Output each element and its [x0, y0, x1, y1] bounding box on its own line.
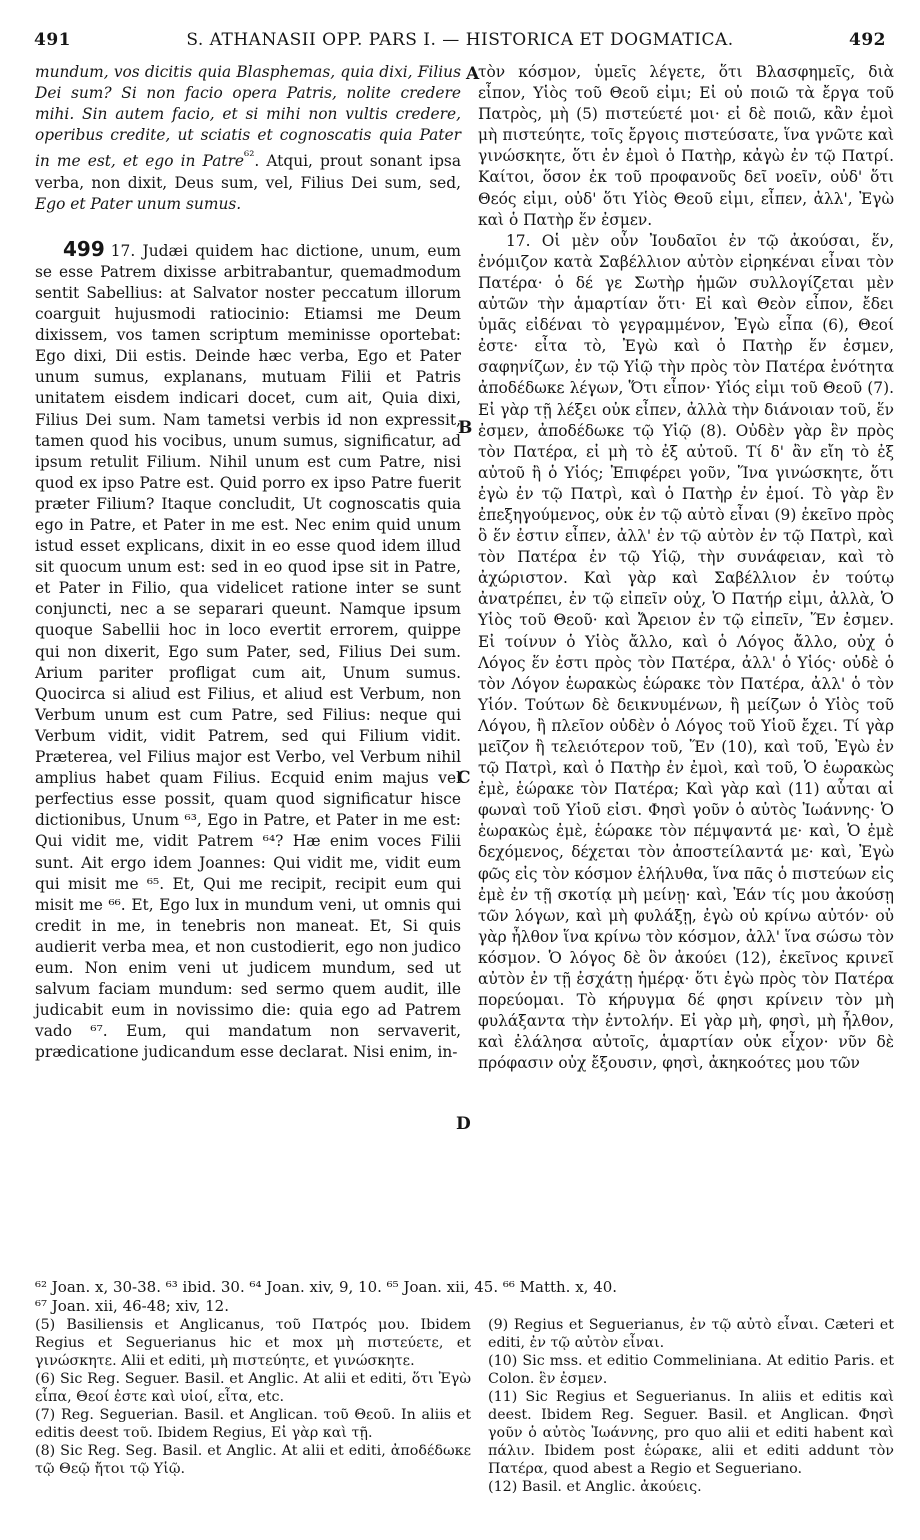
variant-note: (10) Sic mss. et editio Commeliniana. At editio Paris. et Colon. ἓν ἐσμεν.	[488, 1353, 894, 1387]
margin-letter-b: B	[458, 418, 473, 438]
latin-quote-end: Ego et Pater unum sumus.	[35, 194, 242, 213]
variant-note: (5) Basiliensis et Anglicanus, τοῦ Πατρός μου. Ibidem Regius et Seguerianus hic et mox μὴ πιστεύετε, et γινώσκητε. Alii et editi, μὴ πιστεύητε, et γινώσκητε.	[35, 1317, 471, 1369]
latin-paragraph-1	[35, 62, 461, 215]
scripture-refs-line-2: ⁶⁷ Joan. xii, 46-48; xiv, 12.	[35, 1297, 229, 1315]
paragraph-gap	[35, 215, 461, 239]
page-header	[30, 30, 890, 56]
margin-letter-c: C	[457, 768, 471, 788]
latin-body: 17. Judæi quidem hac dictione, unum, eum se esse Patrem dixisse arbitrabantur, quemadmodum sentit Sabellius: at Salvator noster peccatum illorum coarguit hujusmodi ratiocinio: Etiamsi me Deum dixissem, vos tamen scriptum meminisse oportebat: Ego dixi, Dii estis. Deinde hæc verba, Ego et Pater unum sumus, explanans, mutuam Filii et Patris unitatem eisdem indicari docet, cum ait, Quia dixi, Filius Dei sum. Nam tametsi verbis id non expressit, tamen quod his vocibus, unum sumus, significatur, ad ipsum retulit Filium. Nihil unum est cum Patre, nisi quod ex ipso Patre est. Quid porro ex ipso Patre fuerit præter Filium? Itaque concludit, Ut cognoscatis quia ego in Patre, et Pater in me est. Nec enim quid unum istud esset explicans, dixit in eo esse quod idem illud sit quocum unum est: sed in eo quod ipse sit in Patre, et Pater in Filio, qua videlicet ratione inter se sunt conjuncti, nec a se separari queunt. Namque ipsum quoque Sabellii hoc in loco evertit errorem, quippe qui non dixerit, Ego sum Pater, sed, Filius Dei sum. Arium pariter profligat cum ait, Unum sumus. Quocirca si aliud est Filius, et aliud est Verbum, non Verbum unum est cum Patre, sed Filius: neque qui Verbum vidit, vidit Patrem, sed qui Filium vidit. Præterea, vel Filius major est Verbo, vel Verbum nihil amplius habet quam Filius. Ecquid enim majus vel perfectius esse possit, quam quod significatur hisce dictionibus, Unum ⁶³, Ego in Patre, et Pater in me est: Qui vidit me, vidit Patrem ⁶⁴? Hæ enim voces Filii sunt. Ait ergo idem Joannes: Qui vidit me, vidit eum qui misit me ⁶⁵. Et, Qui me recipit, recipit eum qui misit me ⁶⁶. Et, Ego lux in mundum veni, ut omnis qui credit in me, in tenebris non maneat. Et, Si quis audierit verba mea, et non custodierit, ego non judico eum. Non enim veni ut judicem mundum, sed ut salvum faciam mundum: sed sermo quem audit, ille judicabit eum in novissimo die: quia ego ad Patrem vado ⁶⁷. Eum, qui mandatum non servaverit, prædicatione judicandum esse declarat. Nisi enim, in-	[35, 241, 461, 1062]
running-title: S. ATHANASII OPP. PARS I. — HISTORICA ET DOGMATICA.	[186, 30, 734, 50]
latin-text: . Atqui, prout sonant ipsa verba, non dixit, Deus sum, vel, Filius Dei sum, sed,	[35, 152, 461, 192]
latin-column	[35, 62, 461, 1063]
page-number-right: 492	[849, 30, 886, 50]
greek-column	[478, 62, 894, 1075]
footnote-ref: ⁶²	[244, 149, 255, 165]
variant-note: (11) Sic Regius et Seguerianus. In aliis et editis καὶ deest. Ibidem Reg. Seguer. Basil. et Anglican. Φησὶ γοῦν ὁ αὐτὸς Ἰωάννης, pro quo alii et editi habent καὶ πάλιν. Ibidem post ἑώρακε, alii et editi addunt τὸν Πατέρα, quod abest a Regio et Segueriano.	[488, 1389, 894, 1477]
page-number-left: 491	[34, 30, 71, 50]
section-number: 499	[63, 236, 105, 261]
greek-paragraph-1: τὸν κόσμον, ὑμεῖς λέγετε, ὅτι Βλασφημεῖς, διὰ εἶπον, Υἱὸς τοῦ Θεοῦ εἰμι; Εἰ οὐ ποιῶ τὰ ἔργα τοῦ Πατρὸς, μὴ (5) πιστεύετέ μοι· εἰ δὲ ποιῶ, κἂν ἐμοὶ μὴ πιστεύητε, τοῖς ἔργοις πιστεύσατε, ἵνα γνῶτε καὶ γινώσκητε, ὅτι ἐν ἐμοὶ ὁ Πατὴρ, κἀγὼ ἐν τῷ Πατρί. Καίτοι, ὅσον ἐκ τοῦ προφανοῦς δεῖ νοεῖν, οὐδ' ὅτι Θεός εἰμι, οὐδ' ὅτι Υἱὸς Θεοῦ εἰμι, εἶπεν, ἀλλ', Ἐγὼ καὶ ὁ Πατὴρ ἕν ἐσμεν.	[478, 63, 894, 229]
margin-letter-a: A	[466, 64, 480, 84]
variant-notes-right	[488, 1316, 894, 1496]
scripture-refs-line-1: ⁶² Joan. x, 30-38. ⁶³ ibid. 30. ⁶⁴ Joan. xiv, 9, 10. ⁶⁵ Joan. xii, 45. ⁶⁶ Matth. x, 40.	[35, 1278, 618, 1296]
latin-paragraph-17	[35, 236, 461, 1064]
variant-note: (12) Basil. et Anglic. ἀκούεις.	[488, 1479, 702, 1495]
variant-note: (7) Reg. Seguerian. Basil. et Anglican. τοῦ Θεοῦ. In aliis et editis deest τοῦ. Ibidem Regius, Εἰ γὰρ καὶ τῇ.	[35, 1407, 471, 1441]
variant-notes-left	[35, 1316, 471, 1478]
scripture-references	[35, 1278, 895, 1316]
variant-note: (9) Regius et Seguerianus, ἐν τῷ αὐτὸ εἶναι. Cæteri et editi, ἐν τῷ αὐτὸν εἶναι.	[488, 1317, 894, 1351]
latin-quote: mundum, vos dicitis quia Blasphemas, quia dixi, Filius Dei sum? Si non facio opera Patris, nolite credere mihi. Sin autem facio, et si mihi non vultis credere, operibus credite, ut sciatis et cognoscatis quia Pater in me est, et ego in Patre	[35, 63, 461, 171]
margin-letter-d: D	[456, 1114, 471, 1134]
greek-paragraph-17: 17. Οἱ μὲν οὖν Ἰουδαῖοι ἐν τῷ ἀκούσαι, ἕν, ἐνόμιζον κατὰ Σαβέλλιον αὐτὸν εἰρηκέναι εἶναι τὸν Πατέρα· ὁ δέ γε Σωτὴρ ἡμῶν συλλογίζεται μὲν αὐτῶν τὴν ἁμαρτίαν ὅτι· Εἰ καὶ Θεὸν εἶπον, ἔδει ὑμᾶς εἰδέναι τὸ γεγραμμένον, Ἐγὼ εἶπα (6), Θεοί ἐστε· εἶτα τὸ, Ἐγὼ καὶ ὁ Πατὴρ ἕν ἐσμεν, σαφηνίζων, ἐν τῷ Υἱῷ τὴν πρὸς τὸν Πατέρα ἑνότητα ἀποδέδωκε λέγων, Ὅτι εἶπον· Υἱός εἰμι τοῦ Θεοῦ (7). Εἰ γὰρ τῇ λέξει οὐκ εἶπεν, ἀλλὰ τὴν διάνοιαν τοῦ, ἕν ἐσμεν, ἀποδέδωκε τῷ Υἱῷ (8). Οὐδὲν γὰρ ἓν πρὸς τὸν Πατέρα, εἰ μὴ τὸ ἐξ αὐτοῦ. Τί δ' ἂν εἴη τὸ ἐξ αὐτοῦ ἢ ὁ Υἱός; Ἐπιφέρει γοῦν, Ἵνα γινώσκητε, ὅτι ἐγὼ ἐν τῷ Πατρὶ, καὶ ὁ Πατὴρ ἐν ἐμοί. Τὸ γὰρ ἓν ἐπεξηγούμενος, οὐκ ἐν τῷ αὐτὸ εἶναι (9) ἐκεῖνο πρὸς ὃ ἕν ἐστιν εἶπεν, ἀλλ' ἐν τῷ αὐτὸν ἐν τῷ Πατρὶ, καὶ τὸν Πατέρα ἐν τῷ Υἱῷ, τὴν συνάφειαν, καὶ τὸ ἀχώριστον. Καὶ γὰρ καὶ Σαβέλλιον ἐν τούτῳ ἀνατρέπει, ἐν τῷ εἰπεῖν οὐχ, Ὁ Πατήρ εἰμι, ἀλλὰ, Ὁ Υἱὸς τοῦ Θεοῦ· καὶ Ἄρειον ἐν τῷ εἰπεῖν, Ἕν ἐσμεν. Εἰ τοίνυν ὁ Υἱὸς ἄλλο, καὶ ὁ Λόγος ἄλλο, οὐχ ὁ Λόγος ἕν ἐστι πρὸς τὸν Πατέρα, ἀλλ' ὁ Υἱός· οὐδὲ ὁ τὸν Λόγον ἑωρακὼς ἑώρακε τὸν Πατέρα, ἀλλ' ὁ τὸν Υἱόν. Τούτων δὲ δεικνυμένων, ἢ μείζων ὁ Υἱὸς τοῦ Λόγου, ἢ πλεῖον οὐδὲν ὁ Λόγος τοῦ Υἱοῦ ἔχει. Τί γὰρ μεῖζον ἢ τελειότερον τοῦ, Ἕν (10), καὶ τοῦ, Ἐγὼ ἐν τῷ Πατρὶ, καὶ ὁ Πατὴρ ἐν ἐμοὶ, καὶ τοῦ, Ὁ ἑωρακὼς ἐμὲ, ἑώρακε τὸν Πατέρα; Καὶ γὰρ καὶ (11) αὗται αἱ φωναὶ τοῦ Υἱοῦ εἰσι. Φησὶ γοῦν ὁ αὐτὸς Ἰωάννης· Ὁ ἑωρακὼς ἐμὲ, ἑώρακε τὸν πέμψαντά με· καὶ, Ὁ ἐμὲ δεχόμενος, δέχεται τὸν ἀποστείλαντά με· καὶ, Ἐγὼ φῶς εἰς τὸν κόσμον ἐλήλυθα, ἵνα πᾶς ὁ πιστεύων εἰς ἐμὲ ἐν τῇ σκοτίᾳ μὴ μείνῃ· καὶ, Ἐάν τίς μου ἀκούσῃ τῶν λόγων, καὶ μὴ φυλάξῃ, ἐγὼ οὐ κρίνω αὐτόν· οὐ γὰρ ἦλθον ἵνα κρίνω τὸν κόσμον, ἀλλ' ἵνα σώσω τὸν κόσμον. Ὁ λόγος δὲ ὃν ἀκούει (12), ἐκεῖνος κρινεῖ αὐτὸν ἐν τῇ ἐσχάτῃ ἡμέρᾳ· ὅτι ἐγὼ πρὸς τὸν Πατέρα πορεύομαι. Τὸ κήρυγμα δέ φησι κρίνειν τὸν μὴ φυλάξαντα τὴν ἐντολήν. Εἰ γὰρ μὴ, φησὶ, μὴ ἦλθον, καὶ ἐλάλησα αὐτοῖς, ἁμαρτίαν οὐκ εἶχον· νῦν δὲ πρόφασιν οὐχ ἔξουσιν, φησὶ, ἀκηκοότες μου τῶν	[478, 231, 894, 1073]
variant-note: (6) Sic Reg. Seguer. Basil. et Anglic. At alii et editi, ὅτι Ἐγὼ εἶπα, Θεοί ἐστε καὶ υἱοί, εἶτα, etc.	[35, 1371, 471, 1405]
variant-note: (8) Sic Reg. Seg. Basil. et Anglic. At alii et editi, ἀποδέδωκε τῷ Θεῷ ἤτοι τῷ Υἱῷ.	[35, 1443, 471, 1477]
